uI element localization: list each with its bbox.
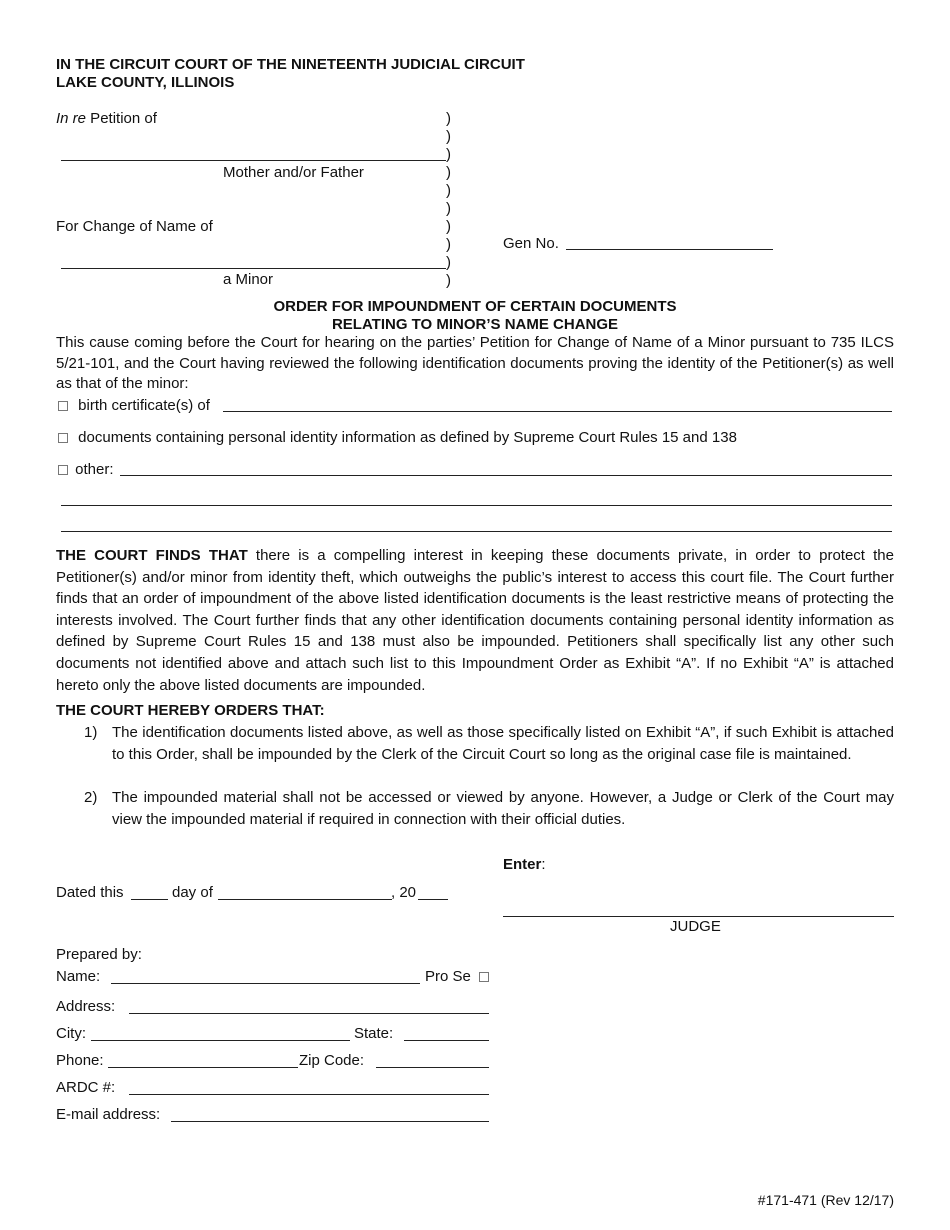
- ardc-field[interactable]: [129, 1094, 489, 1095]
- dated-this-label: Dated this: [56, 884, 124, 901]
- birth-certificate-field[interactable]: [223, 411, 892, 412]
- month-field[interactable]: [218, 899, 392, 900]
- findings-paragraph: [56, 545, 894, 696]
- county-heading: LAKE COUNTY, ILLINOIS: [56, 74, 235, 91]
- enter-colon: :: [541, 856, 546, 873]
- caption-paren: ): [446, 272, 451, 289]
- minor-name-line[interactable]: [61, 268, 446, 269]
- order-title-line1: ORDER FOR IMPOUNDMENT OF CERTAIN DOCUMENTS: [273, 298, 677, 315]
- enter-label-text: Enter: [503, 856, 542, 873]
- address-label: Address:: [56, 998, 116, 1015]
- other-field-line2[interactable]: [61, 505, 892, 506]
- day-field[interactable]: [131, 899, 168, 900]
- pro-se-label: Pro Se: [425, 968, 471, 985]
- order-item-text: The impounded material shall not be accessed or viewed by anyone. However, a Judge or Clerk of the Court may view the impounded material if required in connection with their official duties.: [112, 789, 894, 828]
- caption-paren: ): [446, 236, 451, 253]
- year-prefix-label: , 20: [391, 884, 417, 901]
- gen-no-field[interactable]: [566, 249, 773, 250]
- findings-body: there is a compelling interest in keeping these documents private, in order to protect the Petitioner(s) and/or minor from identity theft, which outweighs the public’s interest to access this court file. The Court further finds that an order of impoundment of the above listed identification documents is the least restrictive means of protecting the interests involved. The Court further finds that any other identification documents containing personal identity information as defined by Supreme Court Rules 15 and 138 must also be impounded. Petitioners shall specifically list any other such documents not identified above and attach such list to this Impoundment Order as Exhibit “A”. If no Exhibit “A” is attached hereto only the above listed documents are impounded.: [56, 547, 894, 694]
- enter-label: [503, 856, 546, 873]
- city-field[interactable]: [91, 1040, 350, 1041]
- judge-label: JUDGE: [670, 918, 721, 935]
- birth-certificate-label: birth certificate(s) of: [78, 397, 210, 414]
- city-label: City:: [56, 1025, 86, 1042]
- day-of-label: day of: [172, 884, 213, 901]
- intro-paragraph: This cause coming before the Court for hearing on the parties’ Petition for Change of Name of a Minor pursuant to 735 ILCS 5/21-101, and the Court having reviewed the following identification documents proving the identity of the Petitioner(s) as well as that of the minor:: [56, 334, 894, 392]
- order-item-number: 1): [84, 724, 98, 741]
- email-field[interactable]: [171, 1121, 489, 1122]
- order-item-number: 2): [84, 789, 98, 806]
- in-re-rest: Petition of: [86, 110, 157, 127]
- caption-paren: ): [446, 110, 451, 127]
- name-field[interactable]: [111, 983, 420, 984]
- address-field[interactable]: [129, 1013, 489, 1014]
- year-field[interactable]: [418, 899, 448, 900]
- other-checkbox[interactable]: [58, 465, 68, 475]
- personal-identity-label: documents containing personal identity information as defined by Supreme Court Rules 15 and 138: [78, 429, 737, 446]
- mother-father-label: Mother and/or Father: [223, 164, 364, 181]
- other-option: [58, 461, 114, 478]
- phone-field[interactable]: [108, 1067, 298, 1068]
- gen-no-label: Gen No.: [503, 235, 559, 252]
- minor-label: a Minor: [223, 271, 274, 288]
- caption-paren: ): [446, 128, 451, 145]
- pro-se-checkbox[interactable]: [479, 972, 489, 982]
- birth-certificate-option: [58, 397, 210, 414]
- caption-paren: ): [446, 200, 451, 217]
- other-field[interactable]: [120, 475, 892, 476]
- state-field[interactable]: [404, 1040, 489, 1041]
- prepared-by-heading: Prepared by:: [56, 946, 142, 963]
- phone-label: Phone:: [56, 1052, 104, 1069]
- personal-identity-option: [58, 429, 737, 446]
- state-label: State:: [354, 1025, 394, 1042]
- parent-name-line[interactable]: [61, 160, 446, 161]
- form-number: #171-471 (Rev 12/17): [757, 1192, 894, 1208]
- pro-se-option: [425, 968, 489, 985]
- ardc-label: ARDC #:: [56, 1079, 116, 1096]
- zip-label: Zip Code:: [299, 1052, 365, 1069]
- other-field-line3[interactable]: [61, 531, 892, 532]
- caption-paren: ): [446, 146, 451, 163]
- caption-paren: ): [446, 182, 451, 199]
- order-title-line2: RELATING TO MINOR’S NAME CHANGE: [331, 316, 619, 333]
- judge-signature-line[interactable]: [503, 916, 894, 917]
- name-label: Name:: [56, 968, 101, 985]
- caption-paren: ): [446, 218, 451, 235]
- order-item-text: The identification documents listed above, as well as those specifically listed on Exhibit “A”, if such Exhibit is attached to this Order, shall be impounded by the Clerk of the Circuit Court so long as the original case file is maintained.: [112, 724, 894, 763]
- in-re-label: [56, 110, 157, 127]
- in-re-italic: In re: [56, 110, 87, 127]
- email-label: E-mail address:: [56, 1106, 161, 1123]
- findings-lead: THE COURT FINDS THAT: [56, 547, 248, 564]
- change-of-name-label: For Change of Name of: [56, 218, 213, 235]
- caption-paren: ): [446, 164, 451, 181]
- other-label: other:: [75, 461, 114, 478]
- birth-certificate-checkbox[interactable]: [58, 401, 68, 411]
- zip-field[interactable]: [376, 1067, 489, 1068]
- caption-paren: ): [446, 254, 451, 271]
- orders-heading: THE COURT HEREBY ORDERS THAT:: [56, 702, 325, 719]
- court-heading: IN THE CIRCUIT COURT OF THE NINETEENTH JUDICIAL CIRCUIT: [56, 56, 525, 73]
- personal-identity-checkbox[interactable]: [58, 433, 68, 443]
